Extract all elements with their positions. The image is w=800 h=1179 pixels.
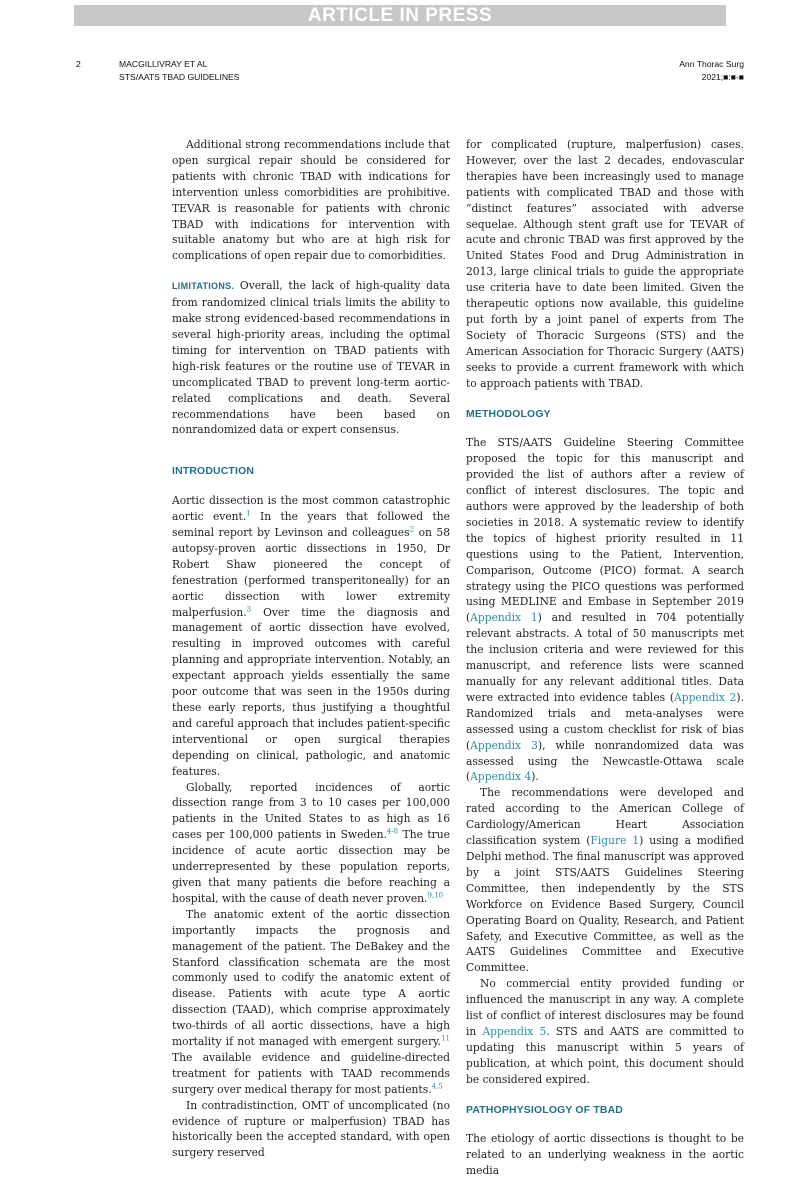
text: The recommendations were developed and rated according to the American College of Cardiology/American Heart Association classification system (	[466, 786, 744, 848]
methodology-paragraph-1	[466, 435, 744, 785]
text: ).	[531, 770, 539, 784]
pathophysiology-heading: PATHOPHYSIOLOGY OF TBAD	[466, 1104, 624, 1116]
appendix-1-link[interactable]: Appendix 1	[470, 611, 538, 625]
pathophysiology-paragraph: The etiology of aortic dissections is thought to be related to an underlying weakness in the aortic media	[466, 1132, 744, 1178]
text: The STS/AATS Guideline Steering Committee proposed the topic for this manuscript and provided the list of authors after a review of conflict of interest disclosures. The topic and authors were approved by the leadership of both societies in 2018. A systematic review to identify the topics of highest priority resulted in 11 questions using to the Patient, Intervention, Comparison, Outcome (PICO) format. A search strategy using the PICO questions was performed using MEDLINE and Embase in September 2019 (	[466, 436, 744, 625]
citation[interactable]: 9,10	[427, 891, 444, 900]
citation[interactable]: 11	[441, 1034, 450, 1043]
figure-1-link[interactable]: Figure 1	[590, 834, 640, 848]
intro-continued-paragraph: for complicated (rupture, malperfusion) cases. However, over the last 2 decades, endovascular therapies have been increasingly used to manage patients with complicated TBAD and those with “distinct features” associated with adverse sequelae. Although stent graft use for TEVAR of acute and chronic TBAD was first approved by the United States Food and Drug Administration in 2013, large clinical trials to guide the appropriate use criteria have to date been limited. Given the therapeutic options now available, this guideline put forth by a joint panel of experts from The Society of Thoracic Surgeons (STS) and the American Association for Thoracic Surgery (AATS) seeks to provide a current framework with which to approach patients with TBAD.	[466, 138, 744, 390]
citation[interactable]: 3	[246, 605, 252, 613]
citation[interactable]: 2	[409, 525, 415, 534]
methodology-heading: METHODOLOGY	[466, 408, 551, 420]
running-title: STS/AATS TBAD GUIDELINES	[119, 72, 240, 82]
summary-paragraph: Additional strong recommendations include that open surgical repair should be considered for patients with chronic TBAD with indications for intervention unless comorbidities are prohibitive. TEVAR is reasonable for patients with chronic TBAD with indications for intervention with suitable anatomy but who are at high risk for complications of open repair due to comorbidities.	[172, 138, 450, 263]
text: The available evidence and guideline-directed treatment for patients with TAAD recommends surgery over medical therapy for most patients.	[172, 1050, 450, 1096]
citation[interactable]: 1	[246, 509, 251, 518]
citation[interactable]: 4,5	[431, 1082, 443, 1091]
methodology-paragraph-3	[466, 976, 744, 1087]
text: ), while nonrandomized data was assessed using the Newcastle-Ottawa scale (	[466, 738, 744, 784]
text: In the years that followed the seminal report by Levinson and colleagues	[172, 510, 450, 540]
text: The anatomic extent of the aortic dissection importantly impacts the prognosis and management of the patient. The DeBakey and the Stanford classification schemata are the most commonly used to codify the anatomic extent of disease. Patients with acute type A aortic dissection (TAAD), which comprise approximately two-thirds of all aortic dissections, have a high mortality if not managed with emergent surgery.	[172, 907, 450, 1049]
limitations-text: Overall, the lack of high-quality data from randomized clinical trials limits the ability to make strong evidenced-based recommendations in several high-priority areas, including the optimal timing for intervention on TBAD patients with high-risk features or the routine use of TEVAR in uncomplicated TBAD to prevent long-term aortic-related complications and death. Several recommendations have been based on nonrandomized data or expert consensus.	[172, 279, 450, 437]
citation[interactable]: 4-8	[386, 827, 399, 836]
running-authors: MACGILLIVRAY ET AL	[119, 59, 208, 69]
text: The true incidence of acute aortic dissection may be underrepresented by these population reports, given that many patients die before reaching a hospital, with the cause of death never proven.	[172, 828, 450, 905]
intro-paragraph-2	[172, 780, 450, 907]
journal-year-volume: 2021;■:■-■	[701, 72, 744, 82]
appendix-4-link[interactable]: Appendix 4	[470, 770, 532, 784]
intro-paragraph-3	[172, 907, 450, 1098]
introduction-heading: INTRODUCTION	[172, 466, 255, 478]
journal-name: Ann Thorac Surg	[679, 59, 744, 69]
intro-paragraph-4: In contradistinction, OMT of uncomplicated (no evidence of rupture or malperfusion) TBAD has historically been the accepted standard, with open surgery reserved	[172, 1098, 450, 1160]
intro-paragraph-1	[172, 493, 450, 779]
left-column	[172, 137, 450, 1161]
text: ) and resulted in 704 potentially relevant abstracts. A total of 50 manuscripts met the inclusion criteria and were reviewed for this manuscript, and reference lists were scanned manually for any relevant additional titles. Data were extracted into evidence tables (	[466, 611, 745, 704]
text: ). Randomized trials and meta-analyses were assessed using a custom checklist for risk of bias (	[466, 690, 744, 752]
text: on 58 autopsy-proven aortic dissections in 1950, Dr Robert Shaw pioneered the concept of fenestration (performed transperitoneally) for an aortic dissection with lower extremity malperfusion.	[172, 526, 450, 619]
text: ) using a modified Delphi method. The final manuscript was approved by a joint STS/AATS Guidelines Steering Committee, then independently by the STS Workforce on Evidence Based Surgery, Council Operating Board on Quality, Research, and Patient Safety, and Executive Committee, as well as the AATS Guidelines Committee and Executive Committee.	[466, 834, 744, 975]
limitations-label: LIMITATIONS.	[172, 281, 235, 292]
appendix-2-link[interactable]: Appendix 2	[674, 690, 737, 704]
text: No commercial entity provided funding or influenced the manuscript in any way. A complete list of conflict of interest disclosures may be found in	[466, 977, 744, 1038]
page-number: 2	[76, 59, 81, 69]
article-in-press-banner: ARTICLE IN PRESS	[74, 5, 726, 26]
methodology-paragraph-2	[466, 785, 744, 976]
text: Globally, reported incidences of aortic dissection range from 3 to 10 cases per 100,000 patients in the United States to as high as 16 cases per 100,000 patients in Sweden.	[172, 780, 450, 842]
appendix-3-link[interactable]: Appendix 3	[470, 738, 538, 752]
text: Over time the diagnosis and management of aortic dissection have evolved, resulting in improved outcomes with careful planning and appropriate intervention. Notably, an expectant approach yields essentially the same poor outcome that was seen in the 1950s during these early reports, thus justifying a thoughtful and careful approach that includes patient-specific interventional or open surgical therapies depending on clinical, pathologic, and anatomic features.	[172, 605, 450, 778]
text: . STS and AATS are committed to updating this manuscript within 5 years of publication, at which point, this document should be considered expired.	[466, 1024, 744, 1086]
right-column	[466, 137, 744, 1179]
appendix-5-link[interactable]: Appendix 5	[482, 1024, 547, 1038]
limitations-paragraph	[172, 278, 450, 438]
text: Aortic dissection is the most common catastrophic aortic event.	[172, 494, 450, 524]
